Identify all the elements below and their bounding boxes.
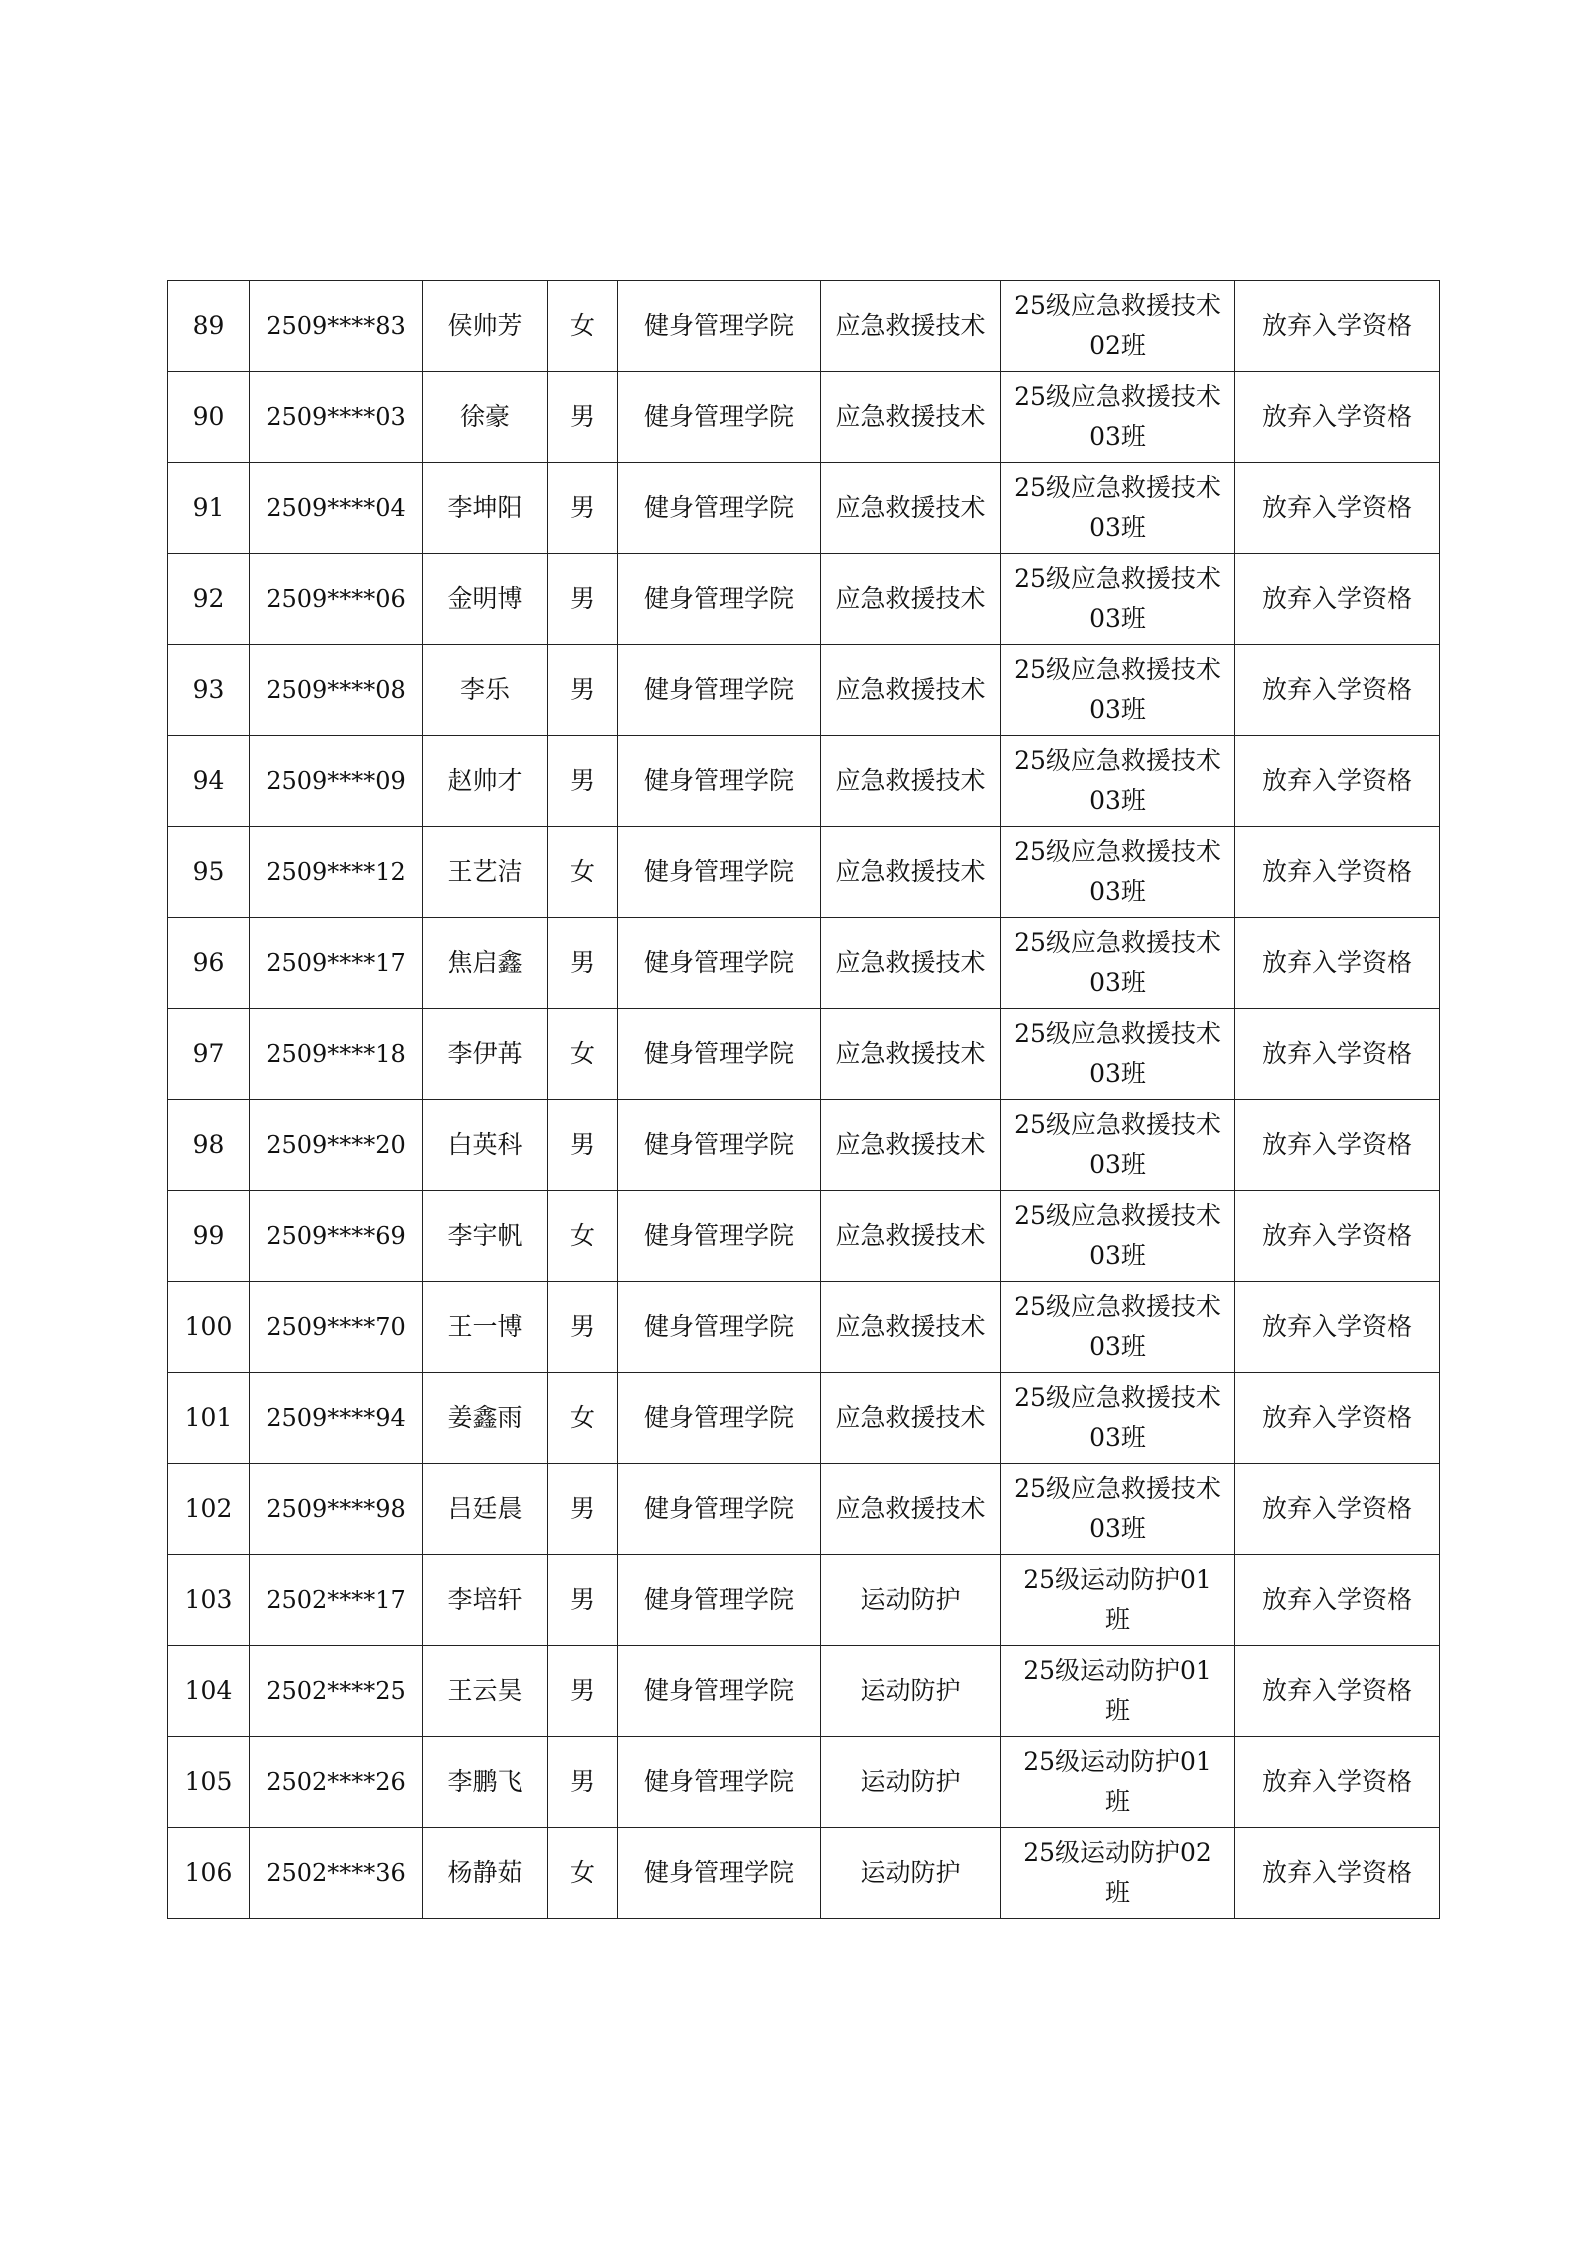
- gender-cell: 男: [548, 463, 618, 554]
- student-name-cell: 李乐: [423, 645, 548, 736]
- class-cell: 25级应急救援技术03班: [1001, 1282, 1235, 1373]
- student-name-cell: 王艺洁: [423, 827, 548, 918]
- major-cell: 应急救援技术: [821, 1100, 1001, 1191]
- row-number-cell: 98: [168, 1100, 250, 1191]
- student-name-cell: 李伊苒: [423, 1009, 548, 1100]
- student-id-cell: 2509****12: [250, 827, 423, 918]
- table-row: [168, 281, 1440, 372]
- major-cell: 应急救援技术: [821, 1373, 1001, 1464]
- class-cell: 25级应急救援技术03班: [1001, 1009, 1235, 1100]
- class-cell: 25级应急救援技术03班: [1001, 1373, 1235, 1464]
- class-cell: 25级应急救援技术03班: [1001, 1100, 1235, 1191]
- status-cell: 放弃入学资格: [1235, 1191, 1440, 1282]
- status-cell: 放弃入学资格: [1235, 1828, 1440, 1919]
- row-number-cell: 92: [168, 554, 250, 645]
- enrollment-table: [167, 280, 1440, 1919]
- college-cell: 健身管理学院: [618, 281, 821, 372]
- student-id-cell: 2502****25: [250, 1646, 423, 1737]
- table-row: [168, 827, 1440, 918]
- status-cell: 放弃入学资格: [1235, 281, 1440, 372]
- college-cell: 健身管理学院: [618, 1373, 821, 1464]
- gender-cell: 男: [548, 1737, 618, 1828]
- major-cell: 应急救援技术: [821, 1009, 1001, 1100]
- college-cell: 健身管理学院: [618, 645, 821, 736]
- table-row: [168, 1646, 1440, 1737]
- student-id-cell: 2509****94: [250, 1373, 423, 1464]
- status-cell: 放弃入学资格: [1235, 736, 1440, 827]
- status-cell: 放弃入学资格: [1235, 1464, 1440, 1555]
- student-name-cell: 焦启鑫: [423, 918, 548, 1009]
- major-cell: 应急救援技术: [821, 645, 1001, 736]
- college-cell: 健身管理学院: [618, 1828, 821, 1919]
- student-name-cell: 赵帅才: [423, 736, 548, 827]
- gender-cell: 女: [548, 1009, 618, 1100]
- status-cell: 放弃入学资格: [1235, 1646, 1440, 1737]
- student-id-cell: 2509****83: [250, 281, 423, 372]
- gender-cell: 男: [548, 1464, 618, 1555]
- college-cell: 健身管理学院: [618, 1282, 821, 1373]
- college-cell: 健身管理学院: [618, 1191, 821, 1282]
- student-name-cell: 李培轩: [423, 1555, 548, 1646]
- status-cell: 放弃入学资格: [1235, 463, 1440, 554]
- student-id-cell: 2502****17: [250, 1555, 423, 1646]
- student-name-cell: 吕廷晨: [423, 1464, 548, 1555]
- gender-cell: 男: [548, 736, 618, 827]
- college-cell: 健身管理学院: [618, 372, 821, 463]
- status-cell: 放弃入学资格: [1235, 918, 1440, 1009]
- gender-cell: 女: [548, 281, 618, 372]
- student-name-cell: 杨静茹: [423, 1828, 548, 1919]
- row-number-cell: 97: [168, 1009, 250, 1100]
- table-row: [168, 1373, 1440, 1464]
- status-cell: 放弃入学资格: [1235, 554, 1440, 645]
- gender-cell: 男: [548, 1555, 618, 1646]
- student-id-cell: 2509****08: [250, 645, 423, 736]
- table-row: [168, 645, 1440, 736]
- student-id-cell: 2509****04: [250, 463, 423, 554]
- gender-cell: 男: [548, 645, 618, 736]
- student-name-cell: 李坤阳: [423, 463, 548, 554]
- row-number-cell: 90: [168, 372, 250, 463]
- row-number-cell: 91: [168, 463, 250, 554]
- class-cell: 25级应急救援技术02班: [1001, 281, 1235, 372]
- gender-cell: 女: [548, 1373, 618, 1464]
- table-body: [168, 281, 1440, 1919]
- class-cell: 25级应急救援技术03班: [1001, 736, 1235, 827]
- student-name-cell: 白英科: [423, 1100, 548, 1191]
- college-cell: 健身管理学院: [618, 918, 821, 1009]
- gender-cell: 女: [548, 827, 618, 918]
- row-number-cell: 94: [168, 736, 250, 827]
- major-cell: 应急救援技术: [821, 281, 1001, 372]
- college-cell: 健身管理学院: [618, 1646, 821, 1737]
- table-row: [168, 918, 1440, 1009]
- table-row: [168, 1828, 1440, 1919]
- row-number-cell: 101: [168, 1373, 250, 1464]
- major-cell: 应急救援技术: [821, 918, 1001, 1009]
- student-name-cell: 李宇帆: [423, 1191, 548, 1282]
- student-name-cell: 徐豪: [423, 372, 548, 463]
- row-number-cell: 102: [168, 1464, 250, 1555]
- table-row: [168, 554, 1440, 645]
- row-number-cell: 106: [168, 1828, 250, 1919]
- class-cell: 25级应急救援技术03班: [1001, 463, 1235, 554]
- college-cell: 健身管理学院: [618, 1464, 821, 1555]
- class-cell: 25级应急救援技术03班: [1001, 1191, 1235, 1282]
- college-cell: 健身管理学院: [618, 1737, 821, 1828]
- row-number-cell: 96: [168, 918, 250, 1009]
- major-cell: 应急救援技术: [821, 1464, 1001, 1555]
- college-cell: 健身管理学院: [618, 736, 821, 827]
- status-cell: 放弃入学资格: [1235, 372, 1440, 463]
- gender-cell: 男: [548, 372, 618, 463]
- gender-cell: 男: [548, 554, 618, 645]
- table-row: [168, 1555, 1440, 1646]
- status-cell: 放弃入学资格: [1235, 1100, 1440, 1191]
- student-id-cell: 2509****70: [250, 1282, 423, 1373]
- table-row: [168, 372, 1440, 463]
- student-id-cell: 2509****17: [250, 918, 423, 1009]
- class-cell: 25级应急救援技术03班: [1001, 372, 1235, 463]
- major-cell: 运动防护: [821, 1646, 1001, 1737]
- student-name-cell: 侯帅芳: [423, 281, 548, 372]
- class-cell: 25级应急救援技术03班: [1001, 918, 1235, 1009]
- class-cell: 25级应急救援技术03班: [1001, 554, 1235, 645]
- student-id-cell: 2509****06: [250, 554, 423, 645]
- row-number-cell: 89: [168, 281, 250, 372]
- status-cell: 放弃入学资格: [1235, 1555, 1440, 1646]
- gender-cell: 男: [548, 1282, 618, 1373]
- table-row: [168, 463, 1440, 554]
- table-row: [168, 1464, 1440, 1555]
- status-cell: 放弃入学资格: [1235, 1282, 1440, 1373]
- college-cell: 健身管理学院: [618, 1555, 821, 1646]
- table-row: [168, 1100, 1440, 1191]
- major-cell: 应急救援技术: [821, 1282, 1001, 1373]
- class-cell: 25级运动防护01班: [1001, 1555, 1235, 1646]
- college-cell: 健身管理学院: [618, 1009, 821, 1100]
- student-id-cell: 2509****69: [250, 1191, 423, 1282]
- major-cell: 应急救援技术: [821, 736, 1001, 827]
- status-cell: 放弃入学资格: [1235, 1373, 1440, 1464]
- student-name-cell: 金明博: [423, 554, 548, 645]
- student-id-cell: 2509****09: [250, 736, 423, 827]
- college-cell: 健身管理学院: [618, 554, 821, 645]
- row-number-cell: 105: [168, 1737, 250, 1828]
- student-id-cell: 2509****98: [250, 1464, 423, 1555]
- row-number-cell: 103: [168, 1555, 250, 1646]
- college-cell: 健身管理学院: [618, 827, 821, 918]
- row-number-cell: 93: [168, 645, 250, 736]
- student-id-cell: 2509****20: [250, 1100, 423, 1191]
- major-cell: 运动防护: [821, 1555, 1001, 1646]
- college-cell: 健身管理学院: [618, 463, 821, 554]
- class-cell: 25级应急救援技术03班: [1001, 827, 1235, 918]
- student-id-cell: 2502****36: [250, 1828, 423, 1919]
- major-cell: 应急救援技术: [821, 827, 1001, 918]
- status-cell: 放弃入学资格: [1235, 1009, 1440, 1100]
- class-cell: 25级运动防护02班: [1001, 1828, 1235, 1919]
- row-number-cell: 100: [168, 1282, 250, 1373]
- table-row: [168, 1009, 1440, 1100]
- gender-cell: 女: [548, 1828, 618, 1919]
- class-cell: 25级应急救援技术03班: [1001, 645, 1235, 736]
- gender-cell: 男: [548, 918, 618, 1009]
- class-cell: 25级应急救援技术03班: [1001, 1464, 1235, 1555]
- class-cell: 25级运动防护01班: [1001, 1646, 1235, 1737]
- college-cell: 健身管理学院: [618, 1100, 821, 1191]
- row-number-cell: 104: [168, 1646, 250, 1737]
- status-cell: 放弃入学资格: [1235, 827, 1440, 918]
- table-row: [168, 1737, 1440, 1828]
- student-name-cell: 王一博: [423, 1282, 548, 1373]
- table-row: [168, 1191, 1440, 1282]
- student-name-cell: 李鹏飞: [423, 1737, 548, 1828]
- student-id-cell: 2502****26: [250, 1737, 423, 1828]
- row-number-cell: 99: [168, 1191, 250, 1282]
- major-cell: 应急救援技术: [821, 463, 1001, 554]
- gender-cell: 女: [548, 1191, 618, 1282]
- student-name-cell: 王云昊: [423, 1646, 548, 1737]
- major-cell: 运动防护: [821, 1828, 1001, 1919]
- gender-cell: 男: [548, 1100, 618, 1191]
- table-row: [168, 1282, 1440, 1373]
- gender-cell: 男: [548, 1646, 618, 1737]
- table-row: [168, 736, 1440, 827]
- status-cell: 放弃入学资格: [1235, 1737, 1440, 1828]
- status-cell: 放弃入学资格: [1235, 645, 1440, 736]
- student-id-cell: 2509****03: [250, 372, 423, 463]
- class-cell: 25级运动防护01班: [1001, 1737, 1235, 1828]
- major-cell: 运动防护: [821, 1737, 1001, 1828]
- major-cell: 应急救援技术: [821, 1191, 1001, 1282]
- major-cell: 应急救援技术: [821, 554, 1001, 645]
- student-name-cell: 姜鑫雨: [423, 1373, 548, 1464]
- student-id-cell: 2509****18: [250, 1009, 423, 1100]
- major-cell: 应急救援技术: [821, 372, 1001, 463]
- row-number-cell: 95: [168, 827, 250, 918]
